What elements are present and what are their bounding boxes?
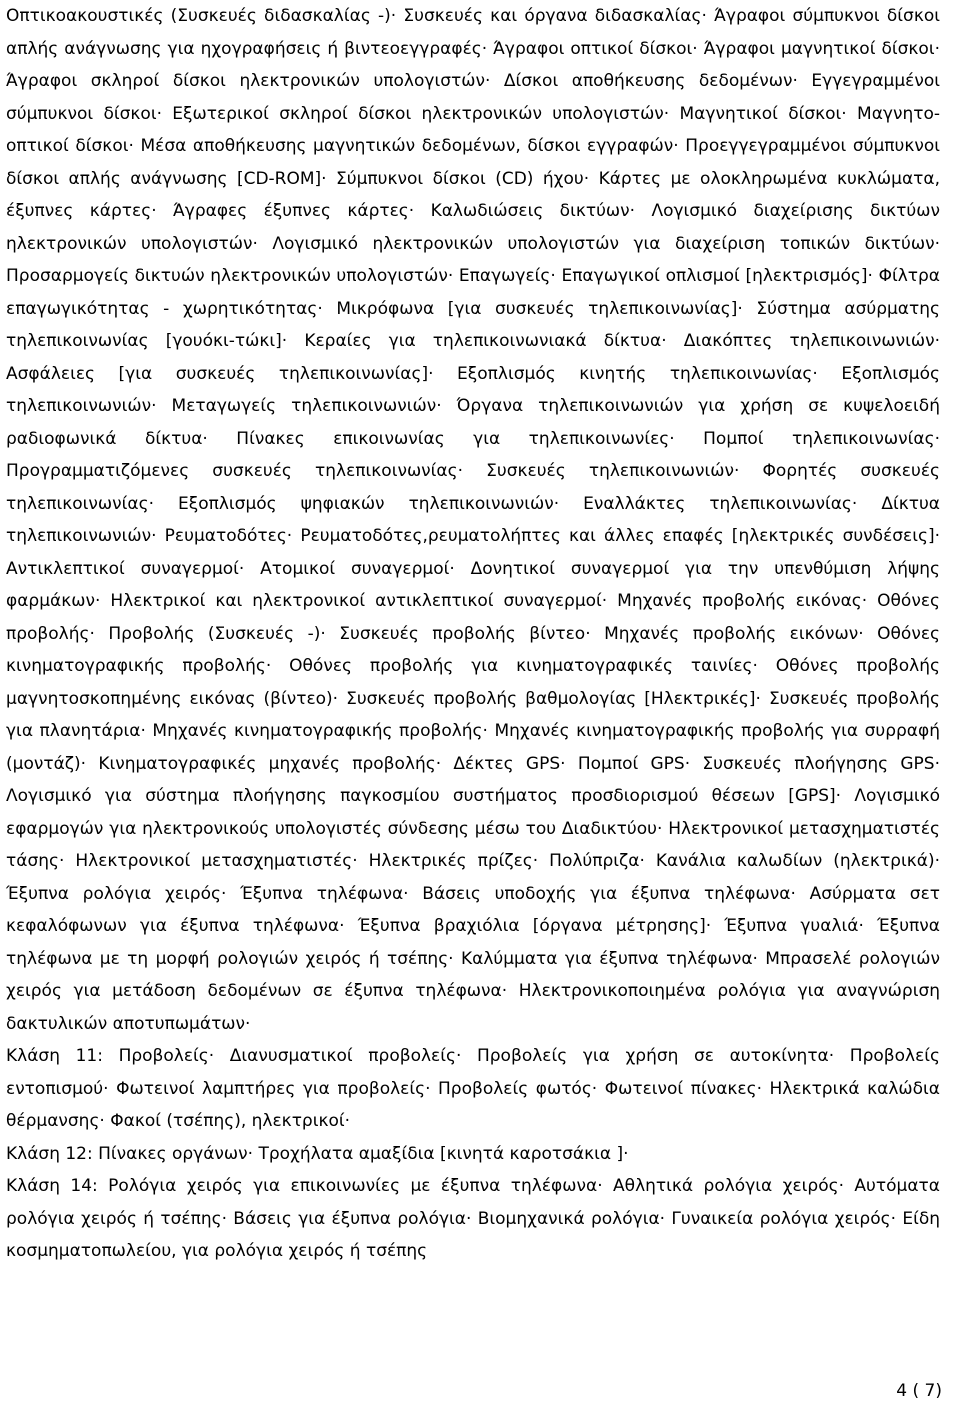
class-11-paragraph: Κλάση 11: Προβολείς· Διανυσματικοί προβολείς· Προβολείς για χρήση σε αυτοκίνητα· Προβολείς εντοπισμού· Φωτεινοί λαμπτήρες για προβολείς· Προβολείς φωτός· Φωτεινοί πίνακες· Ηλεκτρικά καλώδια θέρμανσης· Φακοί (τσέπης), ηλεκτρικοί· [6, 1046, 940, 1131]
class-14-paragraph: Κλάση 14: Ρολόγια χειρός για επικοινωνίες με έξυπνα τηλέφωνα· Αθλητικά ρολόγια χειρός· Αυτόματα ρολόγια χειρός ή τσέπης· Βάσεις για έξυπνα ρολόγια· Βιομηχανικά ρολόγια· Γυναικεία ρολόγια χειρός· Είδη κοσμηματοπωλείου, για ρολόγια χειρός ή τσέπης [6, 1176, 940, 1261]
page-number: 4 ( 7) [896, 1381, 942, 1401]
document-body [6, 0, 940, 1268]
goods-list-continuation: Οπτικοακουστικές (Συσκευές διδασκαλίας -)· Συσκευές και όργανα διδασκαλίας· Άγραφοι σύμπυκνοι δίσκοι απλής ανάγνωσης για ηχογραφήσεις ή βιντεοεγγραφές· Άγραφοι οπτικοί δίσκοι· Άγραφοι μαγνητικοί δίσκοι· Άγραφοι σκληροί δίσκοι ηλεκτρονικών υπολογιστών· Δίσκοι αποθήκευσης δεδομένων· Εγγεγραμμένοι σύμπυκνοι δίσκοι· Εξωτερικοί σκληροί δίσκοι ηλεκτρονικών υπολογιστών· Μαγνητικοί δίσκοι· Μαγνητο-οπτικοί δίσκοι· Μέσα αποθήκευσης μαγνητικών δεδομένων, δίσκοι εγγραφών· Προεγγεγραμμένοι σύμπυκνοι δίσκοι απλής ανάγνωσης [CD-ROM]· Σύμπυκνοι δίσκοι (CD) ήχου· Κάρτες με ολοκληρωμένα κυκλώματα, έξυπνες κάρτες· Άγραφες έξυπνες κάρτες· Καλωδιώσεις δικτύων· Λογισμικό διαχείρισης δικτύων ηλεκτρονικών υπολογιστών· Λογισμικό ηλεκτρονικών υπολογιστών για διαχείριση τοπικών δικτύων· Προσαρμογείς δικτυών ηλεκτρονικών υπολογιστών· Επαγωγείς· Επαγωγικοί οπλισμοί [ηλεκτρισμός]· Φίλτρα επαγωγικότητας - χωρητικότητας· Μικρόφωνα [για συσκευές τηλεπικοινωνίας]· Σύστημα ασύρματης τηλεπικοινωνίας [γουόκι-τώκι]· Κεραίες για τηλεπικοινωνιακά δίκτυα· Διακόπτες τηλεπικοινωνιών· Ασφάλειες [για συσκευές τηλεπικοινωνίας]· Εξοπλισμός κινητής τηλεπικοινωνίας· Εξοπλισμός τηλεπικοινωνιών· Μεταγωγείς τηλεπικοινωνιών· Όργανα τηλεπικοινωνιών για χρήση σε κυψελοειδή ραδιοφωνικά δίκτυα· Πίνακες επικοινωνίας για τηλεπικοινωνίες· Πομποί τηλεπικοινωνίας· Προγραμματιζόμενες συσκευές τηλεπικοινωνίας· Συσκευές τηλεπικοινωνιών· Φορητές συσκευές τηλεπικοινωνίας· Εξοπλισμός ψηφιακών τηλεπικοινωνιών· Εναλλάκτες τηλεπικοινωνίας· Δίκτυα τηλεπικοινωνιών· Ρευματοδότες· Ρευματοδότες,ρευματολήπτες και άλλες επαφές [ηλεκτρικές συνδέσεις]· Αντικλεπτικοί συναγερμοί· Ατομικοί συναγερμοί· Δονητικοί συναγερμοί για την υπενθύμιση λήψης φαρμάκων· Ηλεκτρικοί και ηλεκτρονικοί αντικλεπτικοί συναγερμοί· Μηχανές προβολής εικόνας· Οθόνες προβολής· Προβολής (Συσκευές -)· Συσκευές προβολής βίντεο· Μηχανές προβολής εικόνων· Οθόνες κινηματογραφικής προβολής· Οθόνες προβολής για κινηματογραφικές ταινίες· Οθόνες προβολής μαγνητοσκοπημένης εικόνας (βίντεο)· Συσκευές προβολής βαθμολογίας [Ηλεκτρικές]· Συσκευές προβολής για πλανητάρια· Μηχανές κινηματογραφικής προβολής· Μηχανές κινηματογραφικής προβολής για συρραφή (μοντάζ)· Κινηματογραφικές μηχανές προβολής· Δέκτες GPS· Πομποί GPS· Συσκευές πλοήγησης GPS· Λογισμικό για σύστημα πλοήγησης παγκοσμίου συστήματος προσδιορισμού θέσεων [GPS]· Λογισμικό εφαρμογών για ηλεκτρονικούς υπολογιστές σύνδεσης μέσω του Διαδικτύου· Ηλεκτρονικοί μετασχηματιστές τάσης· Ηλεκτρονικοί μετασχηματιστές· Ηλεκτρικές πρίζες· Πολύπριζα· Κανάλια καλωδίων (ηλεκτρικά)· Έξυπνα ρολόγια χειρός· Έξυπνα τηλέφωνα· Βάσεις υποδοχής για έξυπνα τηλέφωνα· Ασύρματα σετ κεφαλόφωνων για έξυπνα τηλέφωνα· Έξυπνα βραχιόλια [όργανα μέτρησης]· Έξυπνα γυαλιά· Έξυπνα τηλέφωνα με τη μορφή ρολογιών χειρός ή τσέπης· Καλύμματα για έξυπνα τηλέφωνα· Μπρασελέ ρολογιών χειρός για μετάδοση δεδομένων σε έξυπνα τηλέφωνα· Ηλεκτρονικοποιημένα ρολόγια για αναγνώριση δακτυλικών αποτυπωμάτων· [6, 6, 940, 1034]
class-12-paragraph: Κλάση 12: Πίνακες οργάνων· Τροχήλατα αμαξίδια [κινητά καροτσάκια ]· [6, 1143, 629, 1164]
